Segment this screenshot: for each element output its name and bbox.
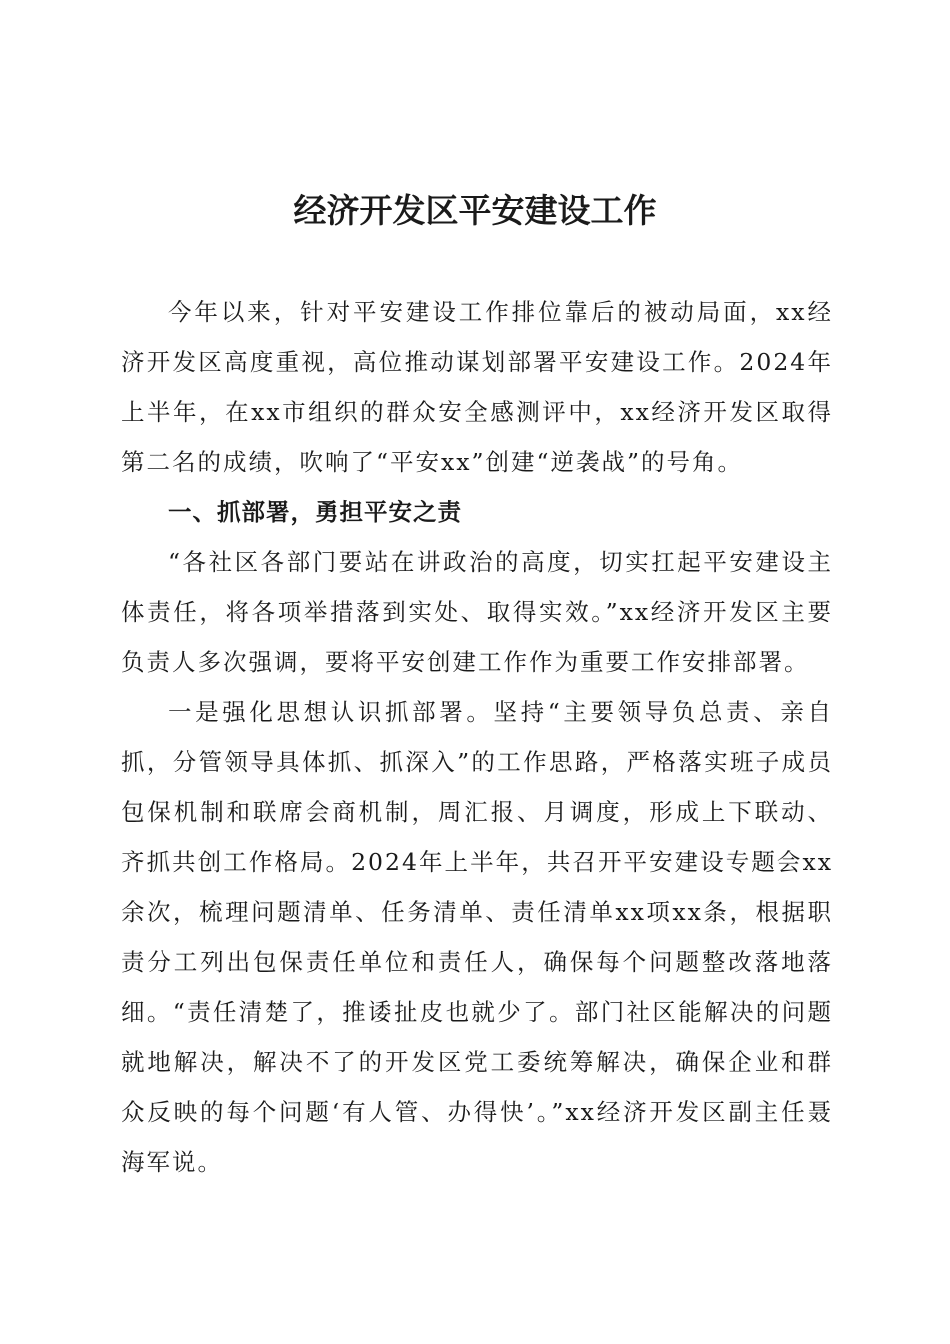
section-paragraph-detail: 一是强化思想认识抓部署。坚持“主要领导负总责、亲自抓，分管领导具体抓、抓深入”的工作思路，严格落实班子成员包保机制和联席会商机制，周汇报、月调度，形成上下联动、齐抓共创工作格局。2024年上半年，共召开平安建设专题会xx余次，梳理问题清单、任务清单、责任清单xx项xx条，根据职责分工列出包保责任单位和责任人，确保每个问题整改落地落细。“责任清楚了，推诿扯皮也就少了。部门社区能解决的问题就地解决，解决不了的开发区党工委统筹解决，确保企业和群众反映的每个问题‘有人管、办得快’。”xx经济开发区副主任聂海军说。 xyxy=(121,698,833,1176)
section-heading: 一、抓部署，勇担平安之责 xyxy=(168,498,462,526)
section-paragraph-quote: “各社区各部门要站在讲政治的高度，切实扛起平安建设主体责任，将各项举措落到实处、取得实效。”xx经济开发区主要负责人多次强调，要将平安创建工作作为重要工作安排部署。 xyxy=(121,548,833,676)
document-body xyxy=(121,287,833,1187)
document-title: 经济开发区平安建设工作 xyxy=(293,191,657,230)
intro-paragraph: 今年以来，针对平安建设工作排位靠后的被动局面，xx经济开发区高度重视，高位推动谋划部署平安建设工作。2024年上半年，在xx市组织的群众安全感测评中，xx经济开发区取得第二名的成绩，吹响了“平安xx”创建“逆袭战”的号角。 xyxy=(121,298,833,476)
